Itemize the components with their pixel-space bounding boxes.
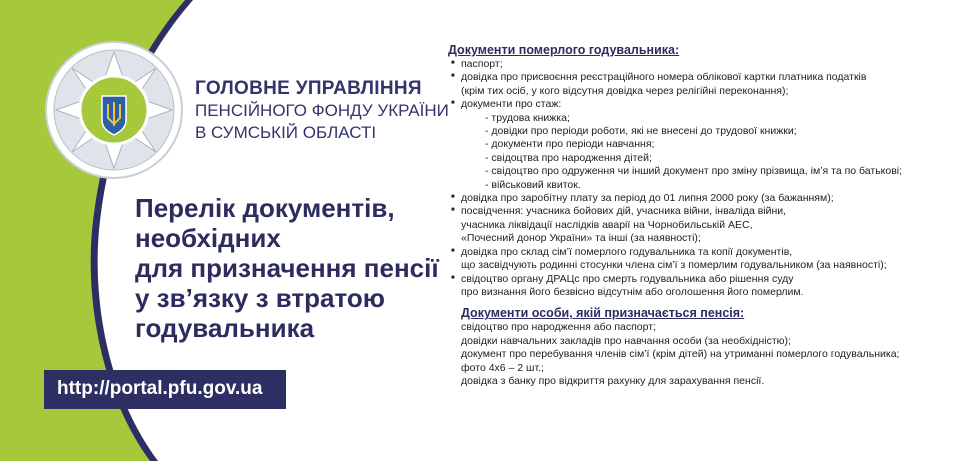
section-title-deceased: Документи померлого годувальника: <box>448 43 680 57</box>
sub-item: - довідки про періоди роботи, які не внесені до трудової книжки; <box>485 125 797 138</box>
list-item: ■ посвідчення: учасника бойових дій, учасника війни, інваліда війни, учасника ліквідації наслідків аварії на Чорнобильській АЕС, «Почесний донор України» та інші (за наявності); <box>448 205 948 245</box>
portal-link[interactable]: http://portal.pfu.gov.ua <box>57 378 263 399</box>
list-item: документ про перебування членів сім’ї (крім дітей) на утриманні померлого годувальника; <box>461 348 900 361</box>
headline-line: годувальника <box>135 313 315 343</box>
document-list <box>448 42 948 388</box>
pfu-emblem-trident-icon <box>44 40 184 180</box>
list-item: довідки навчальних закладів про навчання особи (за необхідністю); <box>461 334 791 347</box>
headline-line: Перелік документів, <box>135 193 395 223</box>
headline-line: у зв’язку з втратою <box>135 283 385 313</box>
list-item: ■ паспорт; <box>448 58 948 71</box>
url-banner[interactable] <box>44 370 286 409</box>
recipient-docs-list <box>461 321 948 388</box>
list-item: ■ довідка про заробітну плату за період до 01 липня 2000 року (за бажанням); <box>448 192 948 205</box>
list-item: свідоцтво про народження або паспорт; <box>461 321 656 334</box>
list-item: довідка з банку про відкриття рахунку для зарахування пенсії. <box>461 374 765 387</box>
headline-line: необхідних <box>135 223 281 253</box>
section-title-recipient: Документи особи, якій призначається пенсія: <box>461 306 745 321</box>
headline-line: для призначення пенсії <box>135 253 439 283</box>
headline <box>135 193 439 343</box>
list-item: ■ документи про стаж: - трудова книжка; - довідки про періоди роботи, які не внесені до трудової книжки; - документи про періоди навчання; - свідоцтва про народження дітей; - свідоцтво про одруження чи інший документ про зміну прізвища, ім’я та по батькові; - військовий квиток. <box>448 98 948 192</box>
organization-name <box>195 78 449 144</box>
org-line-1: ГОЛОВНЕ УПРАВЛІННЯ <box>195 78 422 99</box>
org-line-2: ПЕНСІЙНОГО ФОНДУ УКРАЇНИ <box>195 101 449 120</box>
sub-item: - трудова книжка; <box>485 111 570 124</box>
list-item: ■ свідоцтво органу ДРАЦс про смерть годувальника або рішення суду про визнання його безвісно відсутнім або оголошення його померлим. <box>448 273 948 300</box>
sub-item: - військовий квиток. <box>485 178 581 191</box>
sub-item: - свідоцтво про одруження чи інший документ про зміну прізвища, ім’я та по батькові; <box>485 165 903 178</box>
org-line-3: В СУМСЬКІЙ ОБЛАСТІ <box>195 123 377 142</box>
list-item: ■ довідка про присвоєння реєстраційного номера облікової картки платника податків (крім тих осіб, у кого відсутня довідка через релігійні переконання); <box>448 71 948 98</box>
list-item: ■ довідка про склад сім’ї померлого годувальника та копії документів, що засвідчують родинні стосунки члена сім’ї з померлим годувальником (за наявності); <box>448 246 948 273</box>
deceased-docs-list <box>448 58 948 299</box>
sub-item: - свідоцтва про народження дітей; <box>485 151 652 164</box>
sub-item: - документи про періоди навчання; <box>485 138 655 151</box>
list-item: фото 4х6 – 2 шт.; <box>461 361 544 374</box>
